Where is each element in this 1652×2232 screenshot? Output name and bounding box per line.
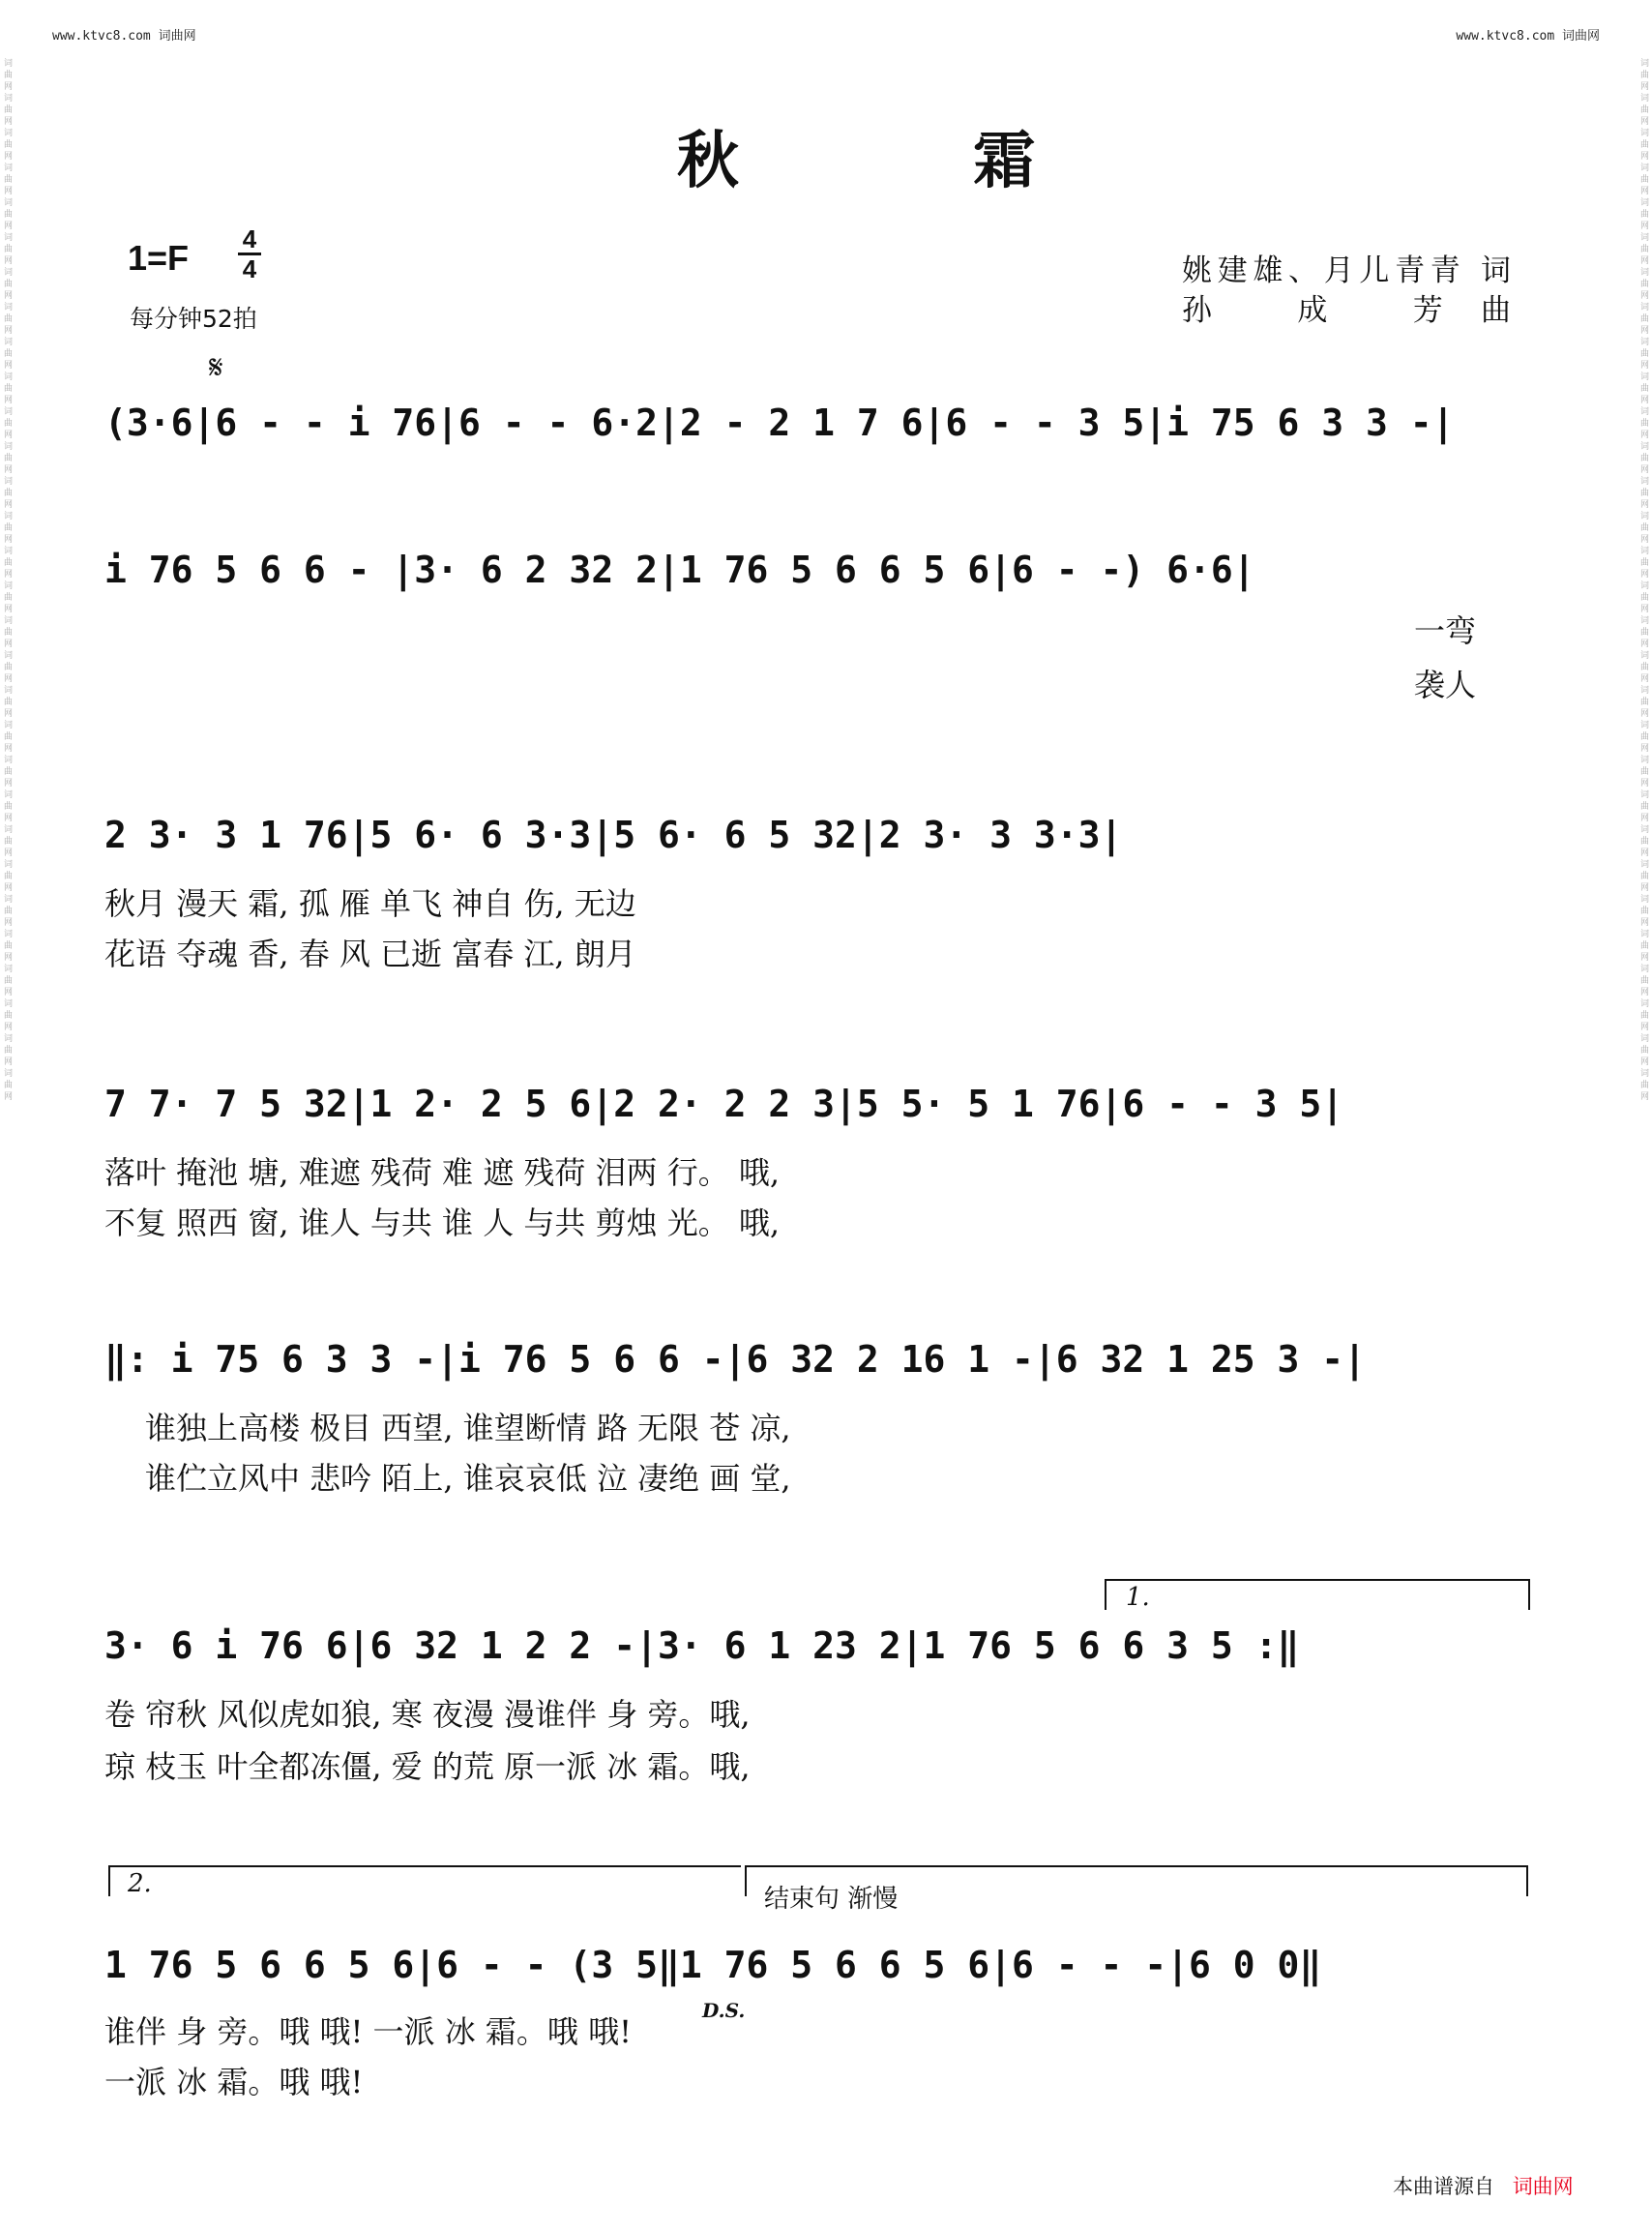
- lyric-row-6-verse-2: 琼 枝玉 叶全都冻僵, 爱 的荒 原一派 冰 霜。哦,: [104, 1748, 751, 1785]
- lyric-row-6-verse-1: 卷 帘秋 风似虎如狼, 寒 夜漫 漫谁伴 身 旁。哦,: [104, 1696, 751, 1733]
- tempo-marking: 每分钟52拍: [130, 305, 257, 333]
- time-signature-top: 4: [242, 224, 257, 253]
- notation-row-4: 7 7· 7 5 32|1 2· 2 5 6|2 2· 2 2 3|5 5· 5 1 76|6 - - 3 5|: [104, 1083, 1344, 1125]
- lyric-row-2-verse-1: 一弯: [1414, 612, 1477, 649]
- key-signature: 1=F: [128, 238, 190, 278]
- footer-label: 本曲谱源自: [1393, 2175, 1494, 2198]
- left-sidebar-watermark: 词曲网词曲网词曲网词曲网词曲网词曲网词曲网词曲网词曲网词曲网词曲网词曲网词曲网词曲网词曲网词曲网词曲网词曲网词曲网词曲网词曲网词曲网词曲网词曲网词曲网词曲网词曲网词曲网词曲网词曲网: [4, 59, 14, 1102]
- lyric-row-3-verse-2: 花语 夺魂 香, 春 风 已逝 富春 江, 朗月: [104, 936, 636, 972]
- lyric-row-3-verse-1: 秋月 漫天 霜, 孤 雁 单飞 神自 伤, 无边: [104, 885, 636, 922]
- first-ending-number: 1.: [1126, 1583, 1150, 1612]
- header-left-url[interactable]: www.ktvc8.com 词曲网: [52, 29, 196, 44]
- footer-source: [1393, 2171, 1574, 2200]
- time-signature-bottom: 4: [242, 254, 257, 283]
- second-ending-bracket: [108, 1865, 741, 1896]
- notation-row-2: i 76 5 6 6 - |3· 6 2 32 2|1 76 5 6 6 5 6|6 - -) 6·6|: [104, 549, 1255, 591]
- lyric-row-7-verse-2: 一派 冰 霜。哦 哦!: [104, 2064, 364, 2100]
- song-title: 秋 霜: [677, 125, 1142, 197]
- lyricist-credit: 姚建雄、月儿青青 词: [1182, 253, 1511, 288]
- lyric-row-4-verse-1: 落叶 掩池 塘, 难遮 残荷 难 遮 残荷 泪两 行。 哦,: [104, 1154, 781, 1191]
- notation-row-7: 1 76 5 6 6 5 6|6 - - (3 5‖1 76 5 6 6 5 6|6 - - -|6 0 0‖: [104, 1944, 1322, 1986]
- notation-row-5: ‖: i 75 6 3 3 -|i 76 5 6 6 -|6 32 2 16 1 -|6 32 1 25 3 -|: [104, 1338, 1367, 1381]
- notation-row-1: (3·6|6 - - i 76|6 - - 6·2|2 - 2 1 7 6|6 - - 3 5|i 75 6 3 3 -|: [104, 402, 1455, 444]
- time-signature: [238, 226, 261, 282]
- lyric-row-7-verse-1: 谁伴 身 旁。哦 哦! 一派 冰 霜。哦 哦!: [104, 2013, 632, 2050]
- composer-credit: 孙 成 芳曲: [1182, 293, 1511, 328]
- second-ending-number: 2.: [128, 1869, 152, 1898]
- lyric-row-2-verse-2: 袭人: [1414, 667, 1477, 703]
- lyric-row-5-verse-2: 谁伫立风中 悲吟 陌上, 谁哀哀低 泣 凄绝 画 堂,: [145, 1460, 791, 1497]
- lyric-row-4-verse-2: 不复 照西 窗, 谁人 与共 谁 人 与共 剪烛 光。 哦,: [104, 1205, 781, 1241]
- header-right-url[interactable]: www.ktvc8.com 词曲网: [1456, 29, 1600, 44]
- notation-row-6: 3· 6 i 76 6|6 32 1 2 2 -|3· 6 1 23 2|1 76 5 6 6 3 5 :‖: [104, 1624, 1300, 1667]
- dal-segno-mark: D.S.: [702, 1999, 746, 2022]
- footer-brand-link[interactable]: 词曲网: [1512, 2175, 1574, 2198]
- right-sidebar-watermark: 词曲网词曲网词曲网词曲网词曲网词曲网词曲网词曲网词曲网词曲网词曲网词曲网词曲网词曲网词曲网词曲网词曲网词曲网词曲网词曲网词曲网词曲网词曲网词曲网词曲网词曲网词曲网词曲网词曲网词曲网: [1640, 59, 1650, 1102]
- lyric-row-5-verse-1: 谁独上高楼 极目 西望, 谁望断情 路 无限 苍 凉,: [145, 1410, 791, 1446]
- first-ending-bracket: [1105, 1579, 1530, 1610]
- notation-row-3: 2 3· 3 1 76|5 6· 6 3·3|5 6· 6 5 32|2 3· 3 3·3|: [104, 814, 1123, 856]
- ending-phrase-label: 结束句 渐慢: [764, 1885, 899, 1914]
- segno-sign: 𝄋: [209, 348, 223, 387]
